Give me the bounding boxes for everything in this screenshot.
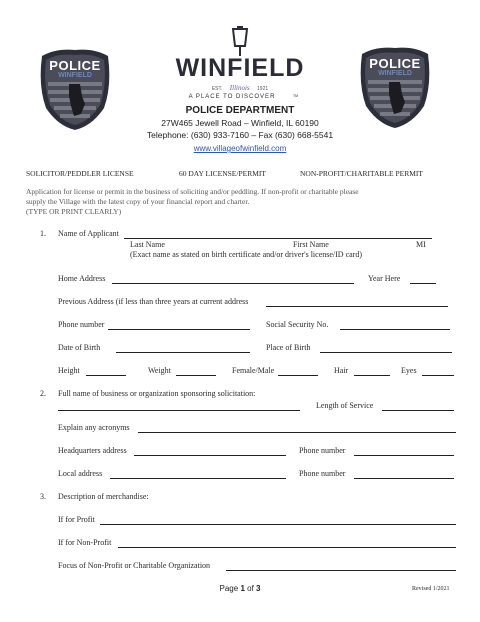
ssn-label: Social Security No. (266, 320, 329, 329)
section-3-number: 3. (40, 492, 46, 501)
badge-left-title: POLICE (49, 58, 101, 73)
logo-wordmark: WINFIELD (175, 54, 305, 82)
home-address-label: Home Address (58, 274, 106, 283)
department-name: POLICE DEPARTMENT (185, 105, 295, 116)
hair-label: Hair (334, 366, 349, 375)
home-address-field[interactable] (112, 283, 354, 284)
place-of-birth-label: Place of Birth (266, 343, 311, 352)
nonprofit-focus-field[interactable] (226, 570, 456, 571)
page-indicator (0, 584, 480, 593)
ssn-field[interactable] (340, 329, 450, 330)
weight-field[interactable] (176, 375, 216, 376)
local-phone-field[interactable] (354, 478, 454, 479)
if-profit-field[interactable] (100, 524, 456, 525)
if-nonprofit-field[interactable] (118, 547, 456, 548)
logo-year: 1921 (257, 86, 269, 92)
merchandise-description-label: Description of merchandise: (58, 492, 149, 501)
hair-field[interactable] (354, 375, 390, 376)
website-link[interactable]: www.villageofwinfield.com (193, 144, 287, 153)
height-field[interactable] (86, 375, 126, 376)
lantern-icon (230, 26, 250, 56)
local-address-label: Local address (58, 469, 103, 478)
name-of-applicant-field[interactable] (124, 238, 432, 239)
badge-left-subtitle: WINFIELD (58, 72, 92, 79)
nonprofit-focus-label: Focus of Non-Profit or Charitable Organization (58, 561, 211, 570)
license-type-60-day: 60 DAY LICENSE/PERMIT (179, 169, 266, 178)
previous-address-field[interactable] (266, 306, 448, 307)
page-of: of (247, 584, 254, 593)
phone-number-label: Phone number (58, 320, 105, 329)
mi-label: MI (416, 240, 426, 249)
logo-state: Illinois (229, 84, 250, 92)
acronyms-label: Explain any acronyms (58, 423, 130, 432)
intro-line-3: (TYPE OR PRINT CLEARLY) (26, 207, 122, 216)
hq-phone-field[interactable] (354, 455, 454, 456)
height-label: Height (58, 366, 80, 375)
year-here-label: Year Here (368, 274, 401, 283)
name-note: (Exact name as stated on birth certificate and/or driver's license/ID card) (130, 250, 363, 259)
female-male-label: Female/Male (232, 366, 275, 375)
hq-phone-label: Phone number (299, 446, 346, 455)
local-address-field[interactable] (110, 478, 286, 479)
logo-tm: TM (293, 94, 299, 98)
date-of-birth-field[interactable] (116, 352, 250, 353)
page-total: 3 (256, 584, 261, 593)
license-type-nonprofit: NON-PROFIT/CHARITABLE PERMIT (300, 169, 423, 178)
if-nonprofit-label: If for Non-Profit (58, 538, 112, 547)
full-business-name-label: Full name of business or organization sponsoring solicitation: (58, 389, 256, 398)
department-address: 27W465 Jewell Road – Winfield, IL 60190 (161, 118, 319, 128)
winfield-logo (165, 20, 315, 104)
length-of-service-label: Length of Service (316, 401, 374, 410)
year-here-field[interactable] (410, 283, 436, 284)
intro-line-2: supply the Village with the latest copy of your financial report and charter. (26, 197, 250, 206)
female-male-field[interactable] (278, 375, 318, 376)
last-name-label: Last Name (130, 240, 165, 249)
license-type-solicitor: SOLICITOR/PEDDLER LICENSE (26, 169, 134, 178)
first-name-label: First Name (293, 240, 329, 249)
revised-date: Revised 1/2021 (412, 586, 450, 592)
hq-address-field[interactable] (134, 455, 286, 456)
page-prefix: Page (219, 584, 239, 593)
badge-right-title: POLICE (369, 56, 421, 71)
department-phone: Telephone: (630) 933-7160 – Fax (630) 668-5541 (146, 130, 334, 140)
previous-address-label: Previous Address (if less than three years at current address (58, 297, 249, 306)
place-of-birth-field[interactable] (320, 352, 452, 353)
if-profit-label: If for Profit (58, 515, 95, 524)
name-of-applicant-label: Name of Applicant (58, 229, 119, 238)
weight-label: Weight (148, 366, 171, 375)
eyes-field[interactable] (422, 375, 454, 376)
logo-est: EST. (211, 86, 223, 92)
logo-tagline: A PLACE TO DISCOVER (188, 94, 276, 100)
page-number: 1 (240, 584, 245, 593)
full-business-name-field[interactable] (58, 410, 300, 411)
hq-address-label: Headquarters address (58, 446, 127, 455)
acronyms-field[interactable] (138, 432, 456, 433)
section-1-number: 1. (40, 229, 46, 238)
section-2-number: 2. (40, 389, 46, 398)
phone-number-field[interactable] (108, 329, 250, 330)
badge-right-subtitle: WINFIELD (378, 70, 412, 77)
local-phone-label: Phone number (299, 469, 346, 478)
eyes-label: Eyes (401, 366, 417, 375)
intro-line-1: Application for license or permit in the business of soliciting and/or peddling. If non-profit or charitable please (26, 187, 359, 196)
length-of-service-field[interactable] (382, 410, 454, 411)
date-of-birth-label: Date of Birth (58, 343, 101, 352)
